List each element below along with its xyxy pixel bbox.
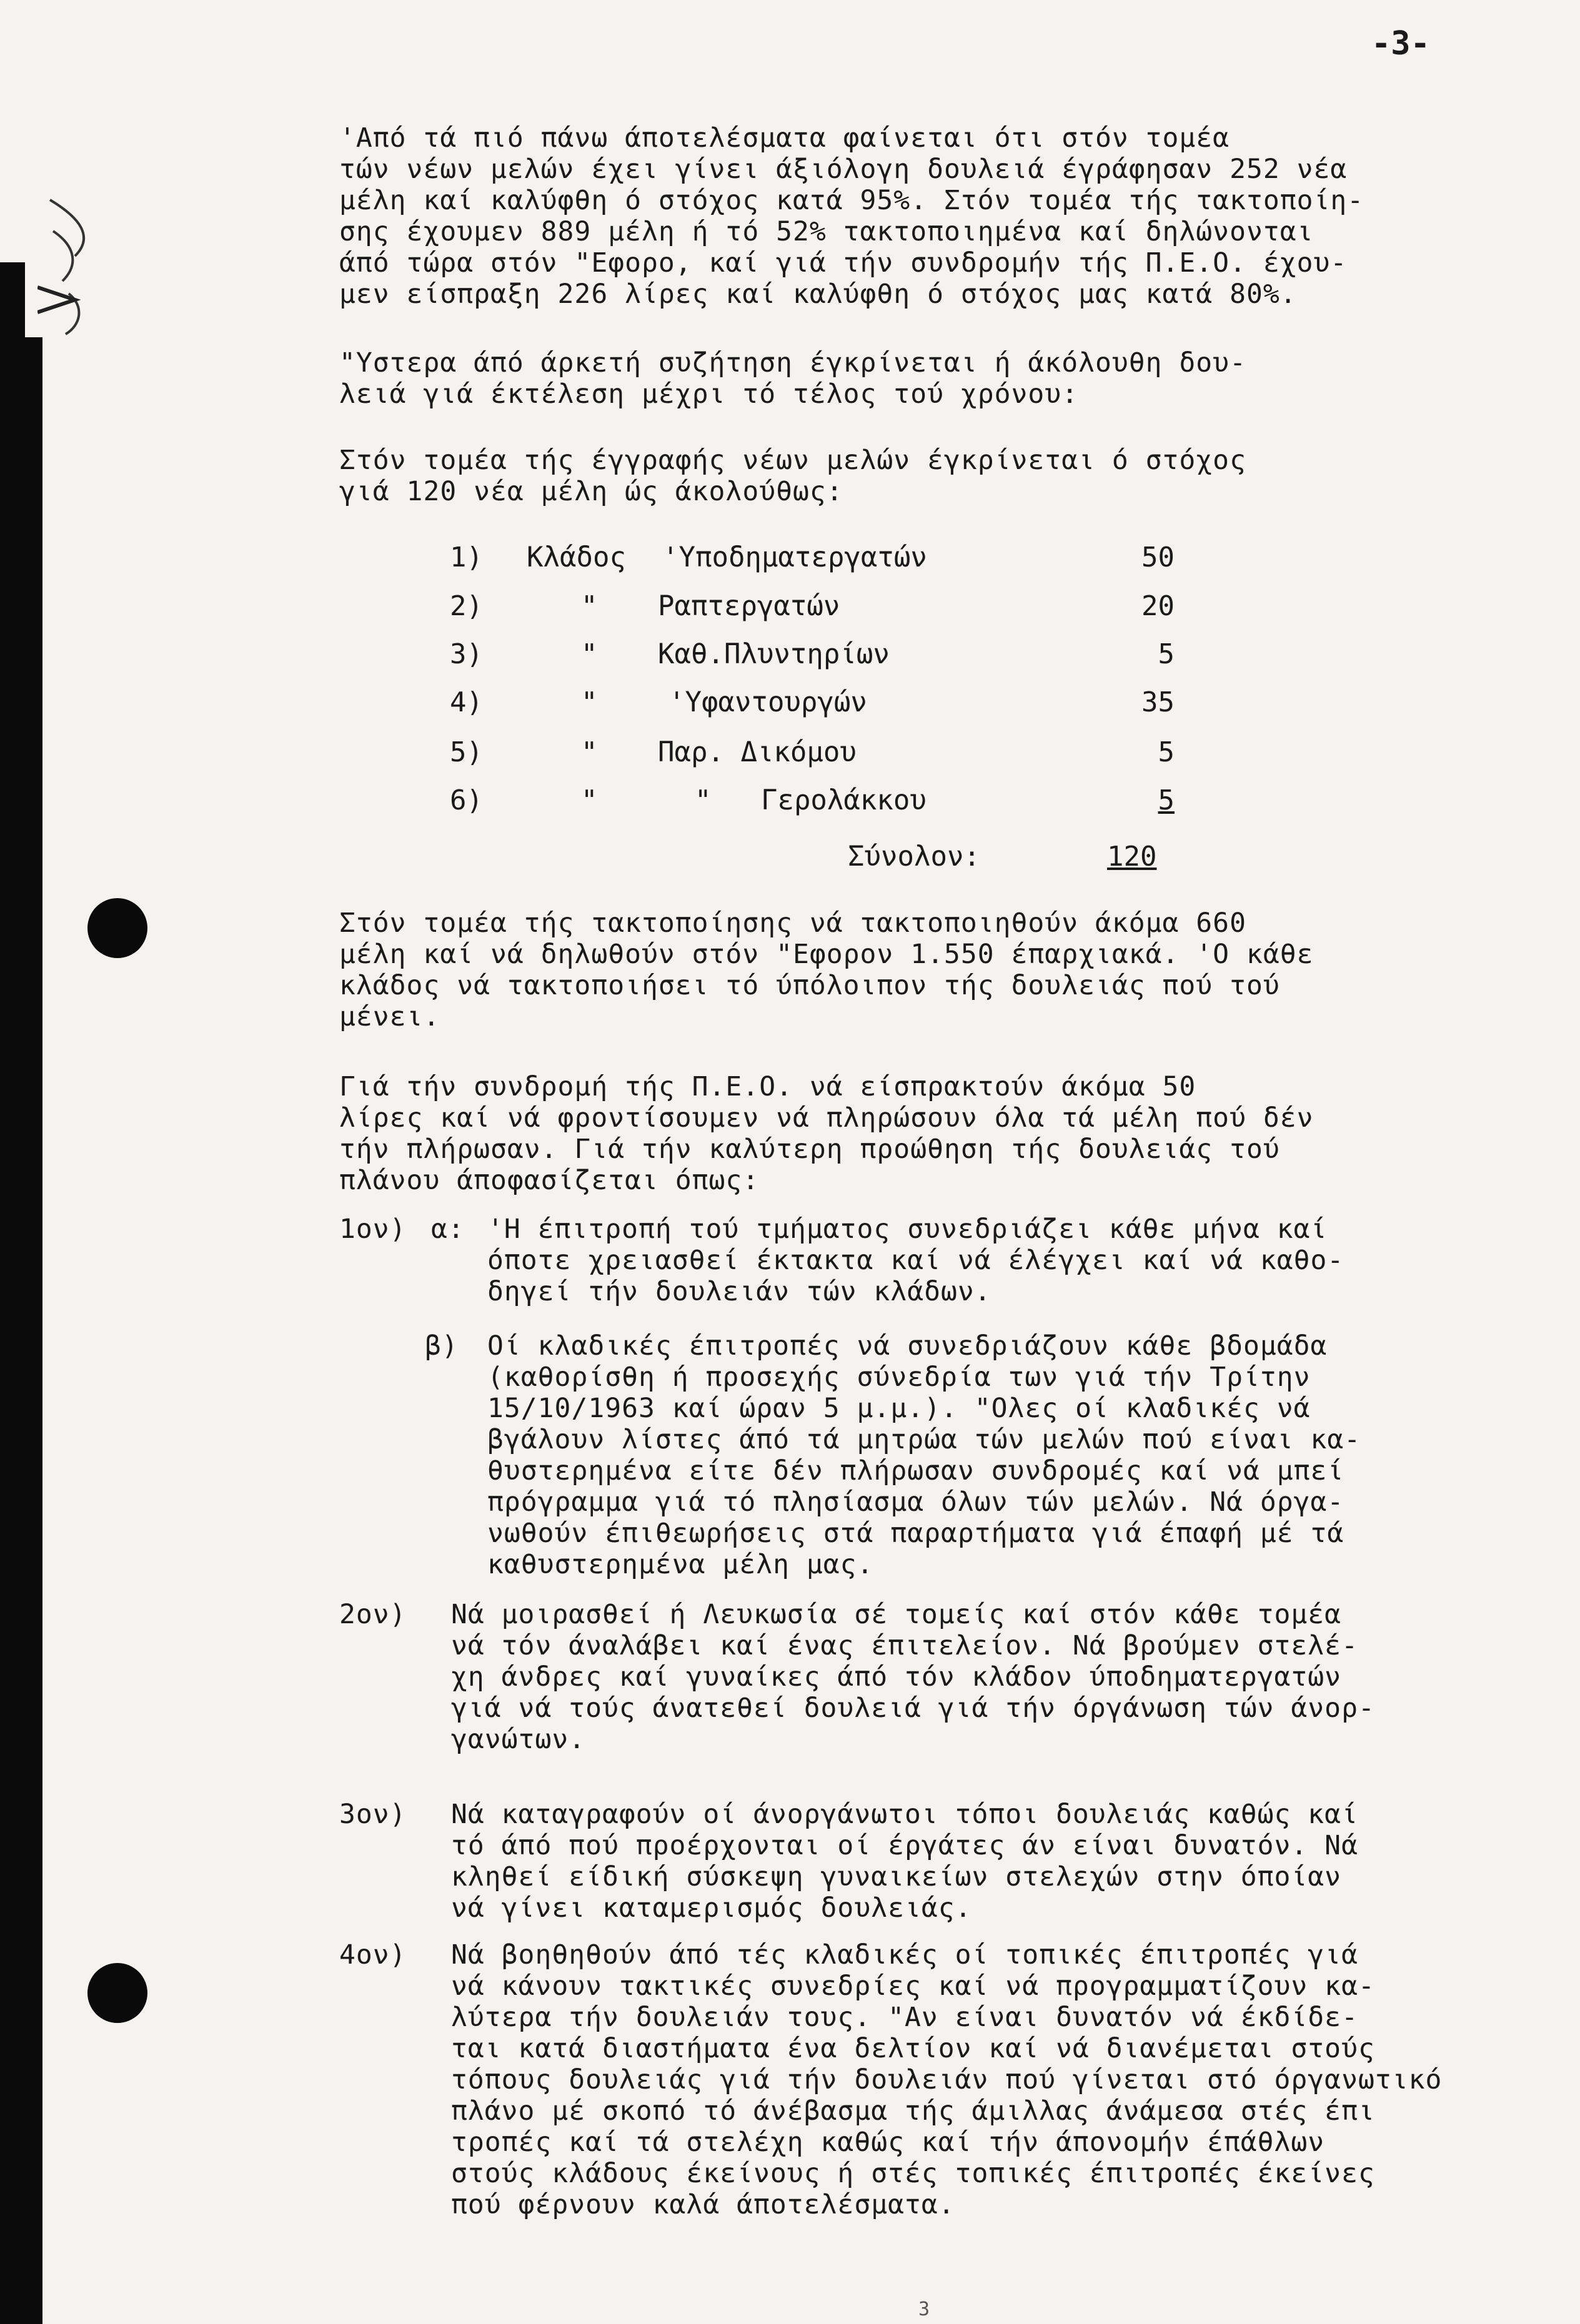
row-number: 4) [450,686,483,718]
row-branch: Κλάδος [527,541,626,573]
row-name: Παρ. Δικόμου [658,736,857,768]
paragraph-regularization: Στόν τομέα τής τακτοποίησης νά τακτοποιηθούν άκόμα 660 μέλη καί νά δηλωθούν στόν "Εφορον 1.550 έπαρχιακά. 'Ο κάθε κλάδος νά τακτοποιήσει τό ύπόλοιπον τής δουλειάς πού τού μένει. [339,907,1314,1032]
row-value: 5 [1158,638,1175,670]
subitem-text: Οί κλαδικές έπιτροπές νά συνεδριάζουν κάθε βδομάδα (καθορίσθη ή προσεχής σύνεδρία των γιά τήν Τρίτην 15/10/1963 καί ώραν 5 μ.μ.). "Ολες οί κλαδικές νά βγάλουν λίστες άπό τά μητρώα τών μελών πού είναι κα- θυστερημένα είτε δέν πλήρωσαν συνδρομές καί νά μπεί πρόγραμμα γιά τό πλησίασμα όλων τών μελών. Νά όργα- νωθούν έπιθεωρήσεις στά παραρτήματα γιά έπαφή μέ τά καθυστερημένα μέλη μας. [487,1330,1361,1580]
row-value: 5 [1158,784,1175,816]
row-branch: " [581,590,598,622]
footer-mark: 3 [918,2298,930,2320]
item-text: Νά καταγραφούν οί άνοργάνωτοι τόποι δουλειάς καθώς καί τό άπό πού προέρχονται οί έργάτες άν είναι δυνατόν. Νά κληθεί είδική σύσκεψη γυναικείων στελεχών στην όποίαν νά γίνει καταμερισμός δουλειάς. [451,1799,1358,1924]
row-number: 1) [450,541,483,573]
row-name: 'Υποδηματεργατών [662,541,927,573]
page-number: -3- [1371,25,1430,62]
item-text: Νά μοιρασθεί ή Λευκωσία σέ τομείς καί στόν κάθε τομέα νά τόν άναλάβει καί ένας έπιτελείον. Νά βρούμεν στελέ- χη άνδρες καί γυναίκες άπό τόν κλάδον ύποδηματεργατών γιά νά τούς άνατεθεί δουλειά γιά τήν όργάνωση τών άνορ- γανώτων. [451,1599,1375,1755]
item-label: 3ον) [339,1799,407,1830]
row-number: 6) [450,784,483,816]
row-branch: " [581,686,598,718]
paragraph-new-members-target: Στόν τομέα τής έγγραφής νέων μελών έγκρίνεται ό στόχος γιά 120 νέα μέλη ώς άκολούθως: [339,445,1246,507]
item-label: 1ον) [339,1214,407,1245]
total-label: Σύνολον: [848,841,980,873]
subitem-label: β) [425,1330,459,1362]
item-label: 4ον) [339,1939,407,1970]
paragraph-results: 'Από τά πιό πάνω άποτελέσματα φαίνεται ότι στόν τομέα τών νέων μελών έχει γίνει άξιόλογη δουλειά έγράφησαν 252 νέα μέλη καί καλύφθη ό στόχος κατά 95%. Στόν τομέα τής τακτοποίη- σης έχουμεν 889 μέλη ή τό 52% τακτοποιημένα καί δηλώνονται άπό τώρα στόν "Εφορο, καί γιά τήν συνδρομήν τής Π.Ε.Ο. έχου- μεν είσπραξη 226 λίρες καί καλύφθη ό στόχος μας κατά 80%. [339,122,1364,310]
punch-hole-bottom [87,1963,147,2023]
row-value: 20 [1141,590,1175,622]
punch-hole-top [87,898,147,958]
binding-edge-top [0,262,25,344]
row-branch: " [581,784,598,816]
row-name: Ραπτεργατών [658,590,840,622]
row-branch: " [581,736,598,768]
item-label: 2ον) [339,1599,407,1630]
item-text: Νά βοηθηθούν άπό τές κλαδικές οί τοπικές έπιτροπές γιά νά κάνουν τακτικές συνεδρίες καί νά προγραμματίζουν κα- λύτερα τήν δουλειάν τους. "Αν είναι δυνατόν νά έκδίδε- ται κατά διαστήματα ένα δελτίον καί νά διανέμεται στούς τόπους δουλειάς γιά τήν δουλειάν πού γίνεται στό όργανωτικό πλάνο μέ σκοπό τό άνέβασμα τής άμιλλας άνάμεσα στές έπι τροπές καί τά στελέχη καθώς καί τήν άπονομήν έπάθλων στούς κλάδους έκείνους ή στές τοπικές έπιτροπές έκείνες πού φέρνουν καλά άποτελέσματα. [451,1939,1443,2220]
row-name: " Γερολάκκου [695,784,927,816]
row-number: 2) [450,590,483,622]
binding-edge [0,337,42,2324]
row-value: 50 [1141,541,1175,573]
margin-scribble [37,194,106,337]
row-name: 'Υφαντουργών [668,686,867,718]
row-value: 5 [1158,736,1175,768]
subitem-text: 'Η έπιτροπή τού τμήματος συνεδριάζει κάθε μήνα καί όποτε χρειασθεί έκτακτα καί νά έλέγχει καί νά καθο- δηγεί τήν δουλειάν τών κλάδων. [487,1214,1344,1307]
total-value: 120 [1107,841,1157,873]
row-branch: " [581,638,598,670]
paragraph-subscription: Γιά τήν συνδρομή τής Π.Ε.Ο. νά είσπρακτούν άκόμα 50 λίρες καί νά φροντίσουμεν νά πληρώσουν όλα τά μέλη πού δέν τήν πλήρωσαν. Γιά τήν καλύτερη προώθηση τής δουλειάς τού πλάνου άποφασίζεται όπως: [339,1071,1314,1196]
paragraph-discussion: "Υστερα άπό άρκετή συζήτηση έγκρίνεται ή άκόλουθη δου- λειά γιά έκτέλεση μέχρι τό τέλος τού χρόνου: [339,347,1246,410]
subitem-label: α: [431,1214,465,1245]
row-number: 5) [450,736,483,768]
row-number: 3) [450,638,483,670]
row-value: 35 [1141,686,1175,718]
row-name: Καθ.Πλυντηρίων [658,638,890,670]
